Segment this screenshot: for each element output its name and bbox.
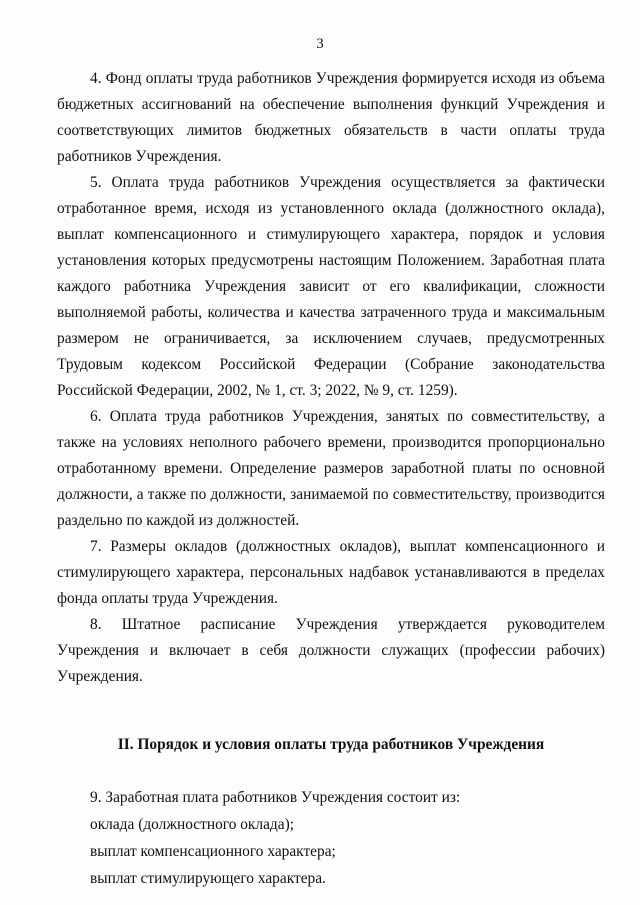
paragraph-8: 8. Штатное расписание Учреждения утверждается руководителем Учреждения и включает в себя должности служащих (профессии рабочих) Учреждения. xyxy=(57,616,605,685)
list-intro: 9. Заработная плата работников Учреждения состоит из: xyxy=(90,789,461,806)
paragraph-7: 7. Размеры окладов (должностных окладов), выплат компенсационного и стимулирующего характера, персональных надбавок устанавливаются в пределах фонда оплаты труда Учреждения. xyxy=(57,538,605,607)
section-title: II. Порядок и условия оплаты труда работников Учреждения xyxy=(117,736,545,753)
list-item: выплат стимулирующего характера. xyxy=(90,870,326,887)
paragraph-4: 4. Фонд оплаты труда работников Учреждения формируется исходя из объема бюджетных ассигнований на обеспечение выполнения функций Учреждения и соответствующих лимитов бюджетных обязательств в части оплаты труда работников Учреждения. xyxy=(57,70,605,165)
list-item: выплат компенсационного характера; xyxy=(90,843,336,860)
document-body xyxy=(57,66,605,892)
paragraph-6: 6. Оплата труда работников Учреждения, занятых по совместительству, а также на условиях неполного рабочего времени, производится пропорционально отработанному времени. Определение размеров заработной платы по основной должности, а также по должности, занимаемой по совместительству, производится раздельно по каждой из должностей. xyxy=(57,408,605,529)
list-item: оклада (должностного оклада); xyxy=(90,816,294,833)
paragraph-5: 5. Оплата труда работников Учреждения осуществляется за фактически отработанное время, исходя из установленного оклада (должностного оклада), выплат компенсационного и стимулирующего характера, порядок и условия установления которых предусмотрены настоящим Положением. Заработная плата каждого работника Учреждения зависит от его квалификации, сложности выполняемой работы, количества и качества затраченного труда и максимальным размером не ограничивается, за исключением случаев, предусмотренных Трудовым кодексом Российской Федерации (Собрание законодательства Российской Федерации, 2002, № 1, ст. 3; 2022, № 9, ст. 1259). xyxy=(57,174,605,399)
page-number: 3 xyxy=(316,36,324,52)
